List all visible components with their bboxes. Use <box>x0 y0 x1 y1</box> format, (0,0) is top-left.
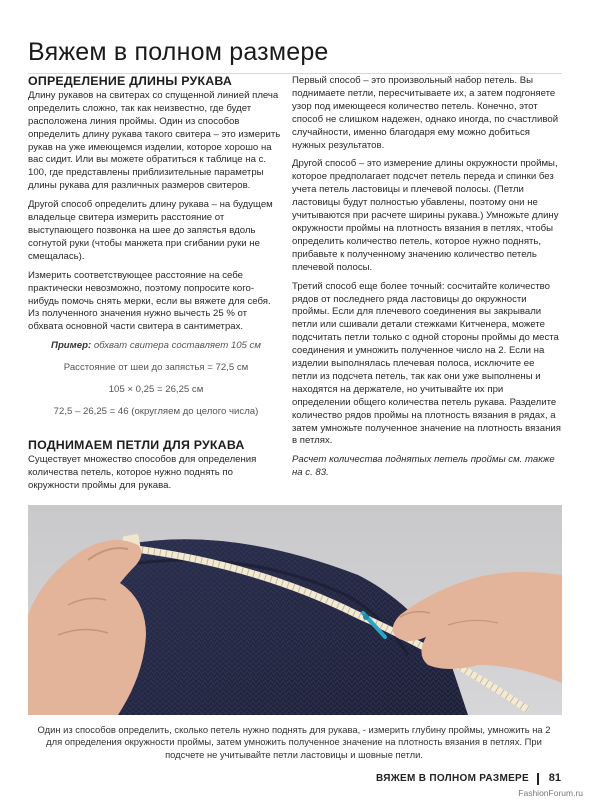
section-heading-pick-up: ПОДНИМАЕМ ПЕТЛИ ДЛЯ РУКАВА <box>28 437 245 452</box>
photo-measuring-armhole <box>28 505 562 715</box>
paragraph: Другой способ определить длину рукава – на будущем владельце свитера измерить расстояние от выступающего позвонка на шее до запястья вдоль согнутой руки (чтобы манжета при сгибании руки не смещалась). <box>28 199 273 262</box>
paragraph: Первый способ – это произвольный набор петель. Вы поднимаете петли, пересчитываете их, а затем подгоняете узор под имеющееся количество петель. Конечно, этот способ не слишком надежен, однако иногда, по счастливой случайности, именно благодаря ему можно добиться нужных результатов. <box>292 75 559 151</box>
example-line <box>28 340 284 353</box>
watermark: FashionForum.ru <box>518 788 583 798</box>
running-title: ВЯЖЕМ В ПОЛНОМ РАЗМЕРЕ <box>375 773 529 784</box>
footer-divider <box>537 773 539 785</box>
formula-line: 72,5 – 26,25 = 46 (округляем до целого числа) <box>53 405 259 417</box>
photo-illustration <box>28 505 562 715</box>
formula-line: 105 × 0,25 = 26,25 см <box>108 384 204 396</box>
example-label: Пример: <box>51 340 92 352</box>
section-heading-sleeve-length: ОПРЕДЕЛЕНИЕ ДЛИНЫ РУКАВА <box>28 74 233 88</box>
paragraph: Третий способ еще более точный: сосчитайте количество рядов от последнего ряда ластовицы до окружности проймы. Если для плечевого соединения вы закрывали петли или сшивали детали стежками Китченера, можете подсчитать петли только с одной стороны проймы до места соединения и умножить полученное число на 2. Если на изделии выполнялась плечевая полоса, исключите ее петли из подсчета петель, так как они уже выполнены и находятся на держателе, но учитывайте их при определении общего количества петель рукава. Разделите количество рядов проймы на плотность вязания в рядах, а затем умножьте полученное значение на плотность вязания в петлях. <box>292 280 561 447</box>
paragraph: Измерить соответствующее расстояние на себе практически невозможно, поэтому попросите кого-нибудь помочь снять мерки, если вы вяжете для себя. Из полученного значения нужно вычесть 25 % от обхвата основной части свитера в сантиметрах. <box>28 269 271 333</box>
paragraph: Длину рукавов на свитерах со спущенной линией плеча определить сложно, так как неизвестно, где будет расположена линия проймы. Один из способов определить длину рукава такого свитера – это измерить рукав на уже имеющемся изделии, которое хорошо на вас сидит. Или вы можете обратиться к таблице на с. 100, где представлены приблизительные параметры длины рукава для различных размеров свитеров. <box>28 89 281 192</box>
formula-line: Расстояние от шеи до запястья = 72,5 см <box>63 362 249 374</box>
paragraph: Существует множество способов для определения количества петель, которое нужно поднять по окружности проймы для рукава. <box>28 453 257 491</box>
example-text: обхват свитера составляет 105 см <box>93 340 261 352</box>
page-footer <box>0 770 589 790</box>
page-title: Вяжем в полном размере <box>28 38 329 66</box>
photo-caption: Один из способов определить, сколько петель нужно поднять для рукава, - измерить глубину проймы, умножить на 2 для определения окружности проймы, затем умножить полученное значение на плотность вязания в петлях. При подсчете не учитывайте петли ластовицы и шовные петли. <box>37 724 551 760</box>
right-column <box>292 75 562 486</box>
left-column <box>28 75 284 498</box>
page-number: 81 <box>548 772 561 784</box>
cross-reference-note: Расчет количества поднятых петель проймы см. также на с. 83. <box>292 454 555 479</box>
paragraph: Другой способ – это измерение длины окружности проймы, которое предполагает подсчет петель переда и спинки без учета петель ластовицы и плечевой полосы. (Петли ластовицы будут полностью убавлены, поэтому они не учитываются при расчете ширины рукава.) Умножьте длину окружности проймы на плотность вязания в петлях, чтобы определить количество петель, которое нужно поднять, прибавьте к полученному значению количество петель плечевой полосы. <box>292 158 559 273</box>
